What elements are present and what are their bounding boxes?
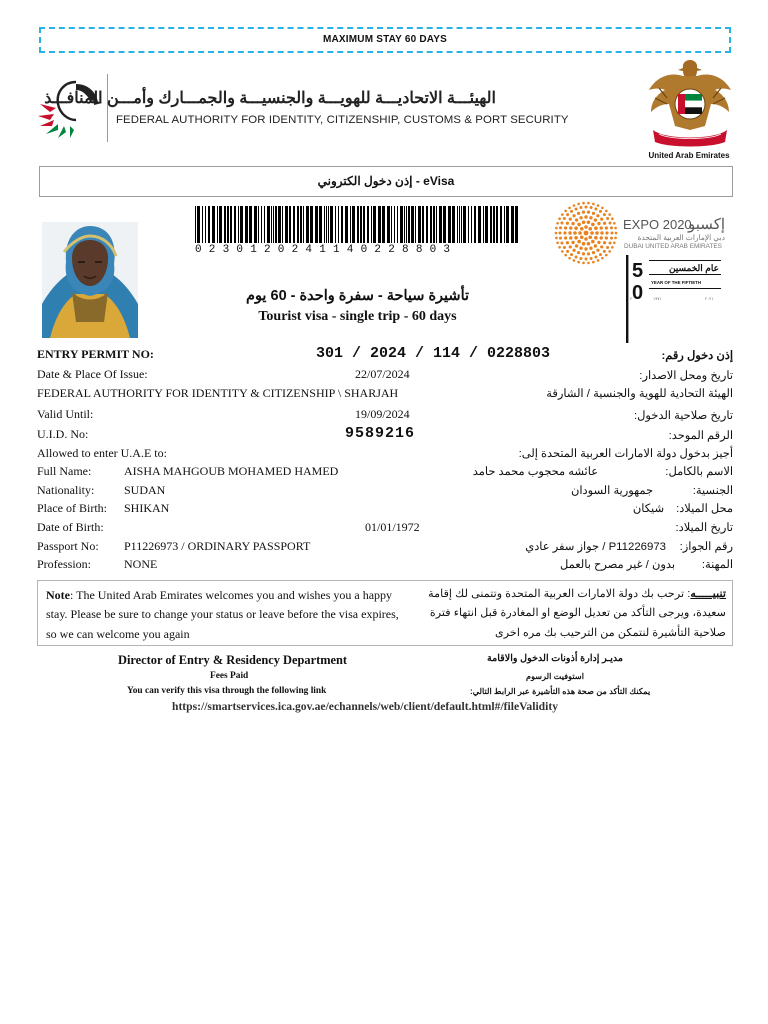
authority-name-en: FEDERAL AUTHORITY FOR IDENTITY, CITIZENSHIP, CUSTOMS & PORT SECURITY: [116, 114, 569, 126]
expo-title-ar: إكسبو: [688, 216, 725, 233]
svg-text:٢٠٢١: ٢٠٢١: [705, 296, 714, 301]
verify-text-ar: يمكنك التأكد من صحة هذه التأشيرة عبر الرابط التالي:: [470, 687, 651, 696]
holder-photo: [42, 222, 138, 338]
full-name-label-ar: الاسم بالكامل:: [665, 466, 733, 478]
fees-paid-ar: استوفيت الرسوم: [526, 672, 584, 681]
header-divider: [107, 74, 108, 142]
visa-type-en: Tourist visa - single trip - 60 days: [258, 309, 457, 324]
allowed-label-ar: أجيز بدخول دولة الامارات العربية المتحدة إلى:: [518, 448, 733, 460]
birth-place-value-en: SHIKAN: [124, 501, 170, 515]
valid-until-label: Valid Until:: [37, 407, 94, 421]
issue-date-label: Date & Place Of Issue:: [37, 367, 148, 381]
note-text-en: : The United Arab Emirates welcomes you and wishes you a happy stay. Please be sure to change your status or leave before the visa expires, so we can welcome you again: [46, 588, 399, 641]
profession-label: Profession:: [37, 557, 91, 571]
director-title-ar: مديـر إدارة أذونات الدخول والاقامة: [486, 653, 624, 664]
verify-text-en: You can verify this visa through the following link: [127, 686, 327, 696]
director-title-en: Director of Entry & Residency Department: [118, 653, 348, 667]
valid-until-value: 19/09/2024: [355, 407, 410, 421]
passport-value-en: P11226973 / ORDINARY PASSPORT: [124, 539, 311, 553]
evisa-title: إذن دخول الكتروني - eVisa: [39, 166, 733, 197]
expo-subtitle-ar: دبي الإمارات العربية المتحدة: [637, 233, 725, 242]
passport-label: Passport No:: [37, 539, 99, 553]
uid-label: U.I.D. No:: [37, 427, 89, 441]
issue-date-label-ar: تاريخ ومحل الاصدار:: [639, 370, 733, 382]
uid-label-ar: الرقم الموحد:: [668, 430, 733, 442]
full-name-value-en: AISHA MAHGOUB MOHAMED HAMED: [124, 464, 339, 478]
nationality-label: Nationality:: [37, 483, 95, 497]
entry-permit-label: ENTRY PERMIT NO:: [37, 347, 154, 361]
passport-label-ar: رقم الجواز:: [679, 541, 733, 553]
svg-text:١٩٧١: ١٩٧١: [653, 296, 662, 301]
dob-label-ar: تاريخ الميلاد:: [675, 522, 733, 534]
year-50-digit-5: 5: [632, 260, 644, 282]
year-of-50-ar: عام الخمسين: [668, 263, 719, 273]
nationality-label-ar: الجنسية:: [692, 485, 733, 497]
entry-permit-number: 301 / 2024 / 114 / 0228803: [316, 345, 551, 362]
nationality-value-ar: جمهورية السودان: [571, 485, 653, 497]
issuer-value-en: FEDERAL AUTHORITY FOR IDENTITY & CITIZENSHIP \ SHARJAH: [37, 386, 399, 400]
expo-2020-logo: [553, 200, 733, 345]
profession-value-ar: بدون / غير مصرح بالعمل: [560, 559, 675, 571]
expo-title-en: EXPO 2020: [623, 217, 692, 232]
birth-place-label-ar: محل الميلاد:: [676, 503, 733, 515]
note-ar: [408, 585, 726, 643]
entry-permit-label-ar: إذن دخول رقم:: [661, 350, 733, 362]
max-stay-banner: MAXIMUM STAY 60 DAYS: [39, 27, 731, 53]
verify-link[interactable]: https://smartservices.ica.gov.ae/echannels/web/client/default.html#/fileValidity: [172, 700, 558, 713]
valid-until-label-ar: تاريخ صلاحية الدخول:: [633, 410, 733, 422]
expo-subtitle-en: DUBAI UNITED ARAB EMIRATES: [624, 243, 722, 250]
profession-value-en: NONE: [124, 557, 158, 571]
uid-value: 9589216: [345, 425, 416, 442]
nationality-value-en: SUDAN: [124, 483, 166, 497]
full-name-label: Full Name:: [37, 464, 92, 478]
birth-place-label: Place of Birth:: [37, 501, 107, 515]
expo-sun-icon: [555, 202, 618, 264]
note-label-ar: تنبيـــــه: [690, 588, 726, 600]
issuer-value-ar: الهيئة التحادية للهوية والجنسية / الشارقة: [546, 388, 733, 400]
year-50-digit-0: 0: [632, 282, 644, 304]
fees-paid-en: Fees Paid: [210, 671, 249, 681]
barcode-number: 0230120241140228803: [195, 244, 458, 256]
visa-type-ar: تأشيرة سياحة - سفرة واحدة - 60 يوم: [245, 288, 470, 304]
full-name-value-ar: عائشه محجوب محمد حامد: [472, 466, 598, 478]
uae-label: United Arab Emirates: [648, 151, 730, 160]
dob-label: Date of Birth:: [37, 520, 104, 534]
authority-name-ar: الهيئـــة الاتحاديـــة للهويـــة والجنسيـــة والجمـــارك وأمـــن المنافـــذ: [44, 90, 496, 107]
birth-place-value-ar: شيكان: [632, 503, 664, 515]
allowed-label: Allowed to enter U.A.E to:: [37, 446, 167, 460]
uae-emblem-icon: [645, 54, 735, 148]
year-of-50-en: YEAR OF THE FIFTIETH: [651, 280, 702, 285]
note-text-ar: : ترحب بك دولة الامارات العربية المتحدة وتتمنى لك إقامة سعيدة، ويرجى التأكد من تعديل الوضع او المغادرة قبل انتهاء فترة صلاحية التأشيرة لنتمكن من الترحيب بك مره اخرى: [428, 588, 726, 639]
profession-label-ar: المهنة:: [701, 559, 733, 571]
svg-text:٢: ٢: [630, 296, 633, 301]
issue-date-value: 22/07/2024: [355, 367, 410, 381]
passport-value-ar: P11226973 / جواز سفر عادي: [525, 541, 666, 553]
note-en: [46, 586, 406, 644]
dob-value: 01/01/1972: [365, 520, 420, 534]
note-label-en: Note: [46, 588, 70, 602]
barcode: [193, 206, 523, 243]
